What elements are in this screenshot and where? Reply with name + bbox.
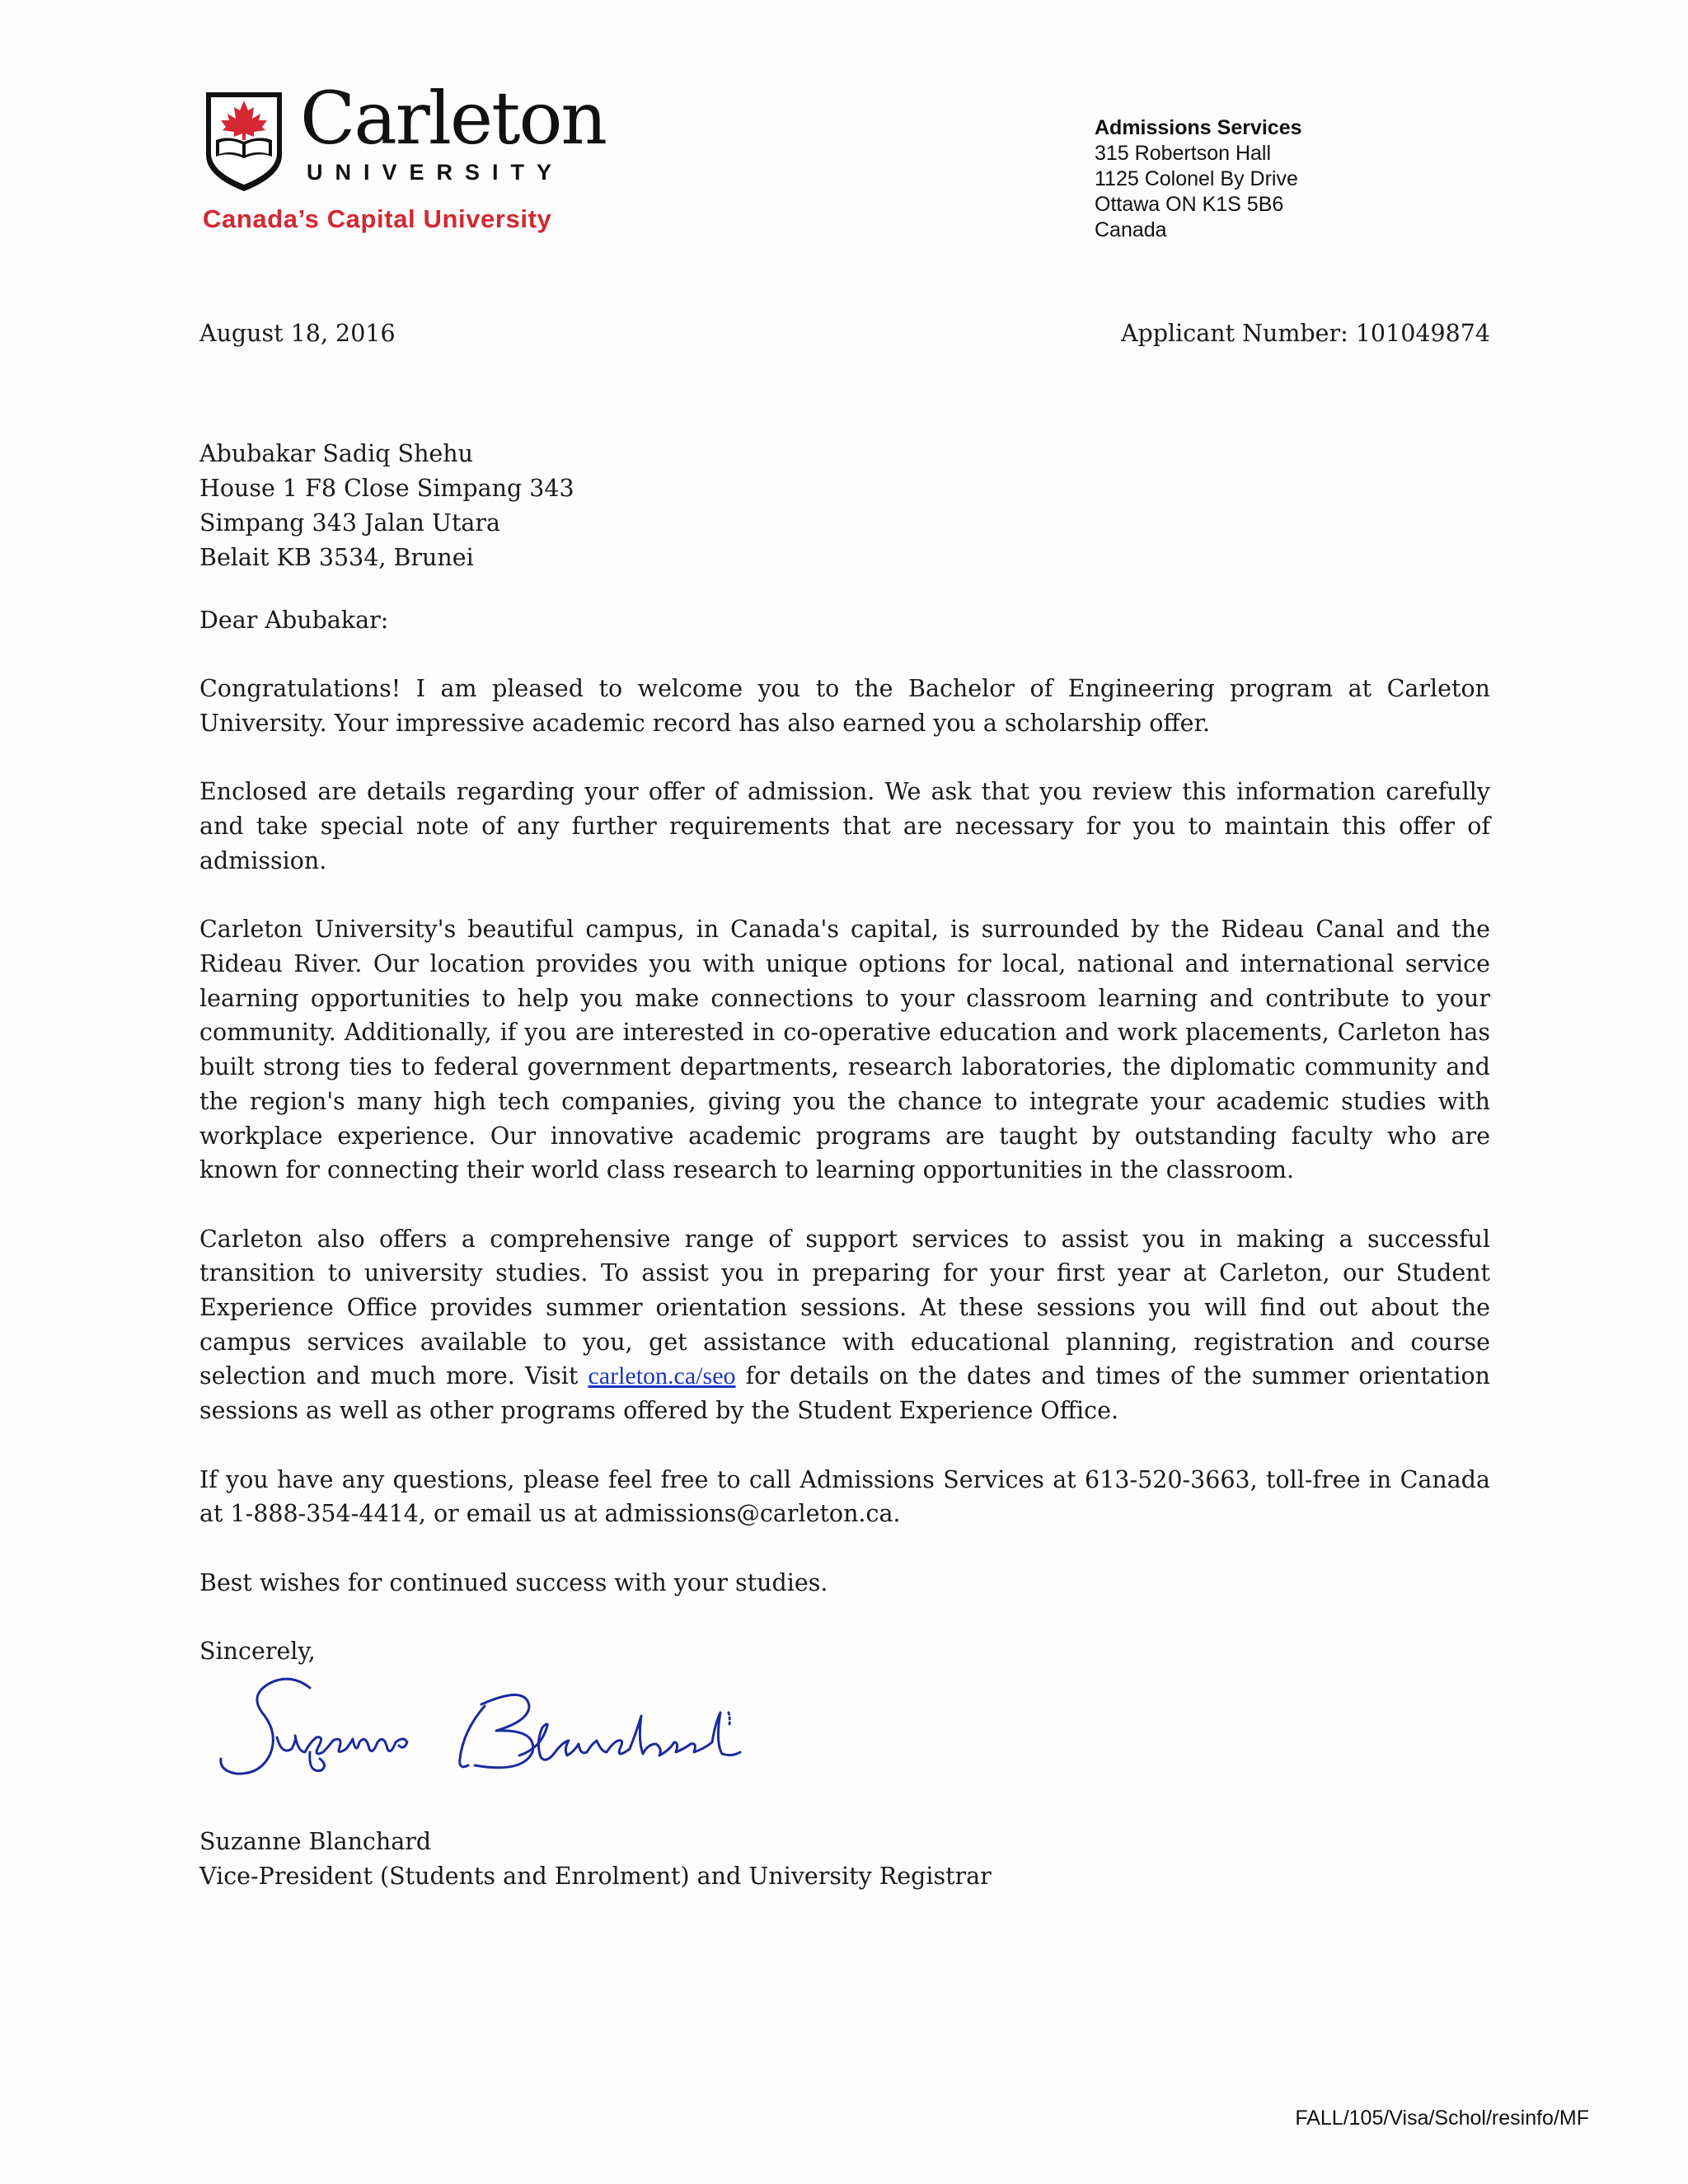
paragraph-support-services <box>199 1222 1490 1428</box>
recipient-address <box>199 437 574 575</box>
paragraph-support-text: Carleton also offers a comprehensive range of support services to assist you in making a successful transition to university studies. To assist you in preparing for your first year at Carleton, our Student Experience Office provides summer orientation sessions. At these sessions you will find out about the campus services available to you, get assistance with educational planning, registration and course selection and much more. Visit <box>199 1225 1490 1390</box>
paragraph-support-text: for details on the dates and times of the summer orientation sessions as well as other programs offered by the Student Experience Office. <box>199 1362 1490 1425</box>
signer-name: Suzanne Blanchard <box>199 1828 432 1855</box>
university-logo <box>203 76 607 236</box>
recipient-address-line: House 1 F8 Close Simpang 343 <box>199 475 574 502</box>
paragraph-best-wishes: Best wishes for continued success with your studies. <box>199 1568 828 1596</box>
reference-code: FALL/105/Visa/Schol/resinfo/MF <box>1295 2107 1589 2130</box>
return-address-line: Canada <box>1095 218 1167 241</box>
recipient-address-line: Simpang 343 Jalan Utara <box>199 509 501 537</box>
recipient-name: Abubakar Sadiq Shehu <box>199 440 473 467</box>
paragraph-contact: If you have any questions, please feel free to call Admissions Services at 613-520-3663, toll-free in Canada at 1-888-354-4414, or email us at admissions@carleton.ca. <box>199 1465 1490 1528</box>
paragraph-campus: Carleton University's beautiful campus, in Canada's capital, is surrounded by the Rideau Canal and the Rideau River. Our location provides you with unique options for local, national and international service learning opportunities to help you make connections to your classroom learning and contribute to your community. Additionally, if you are interested in co-operative education and work placements, Carleton has built strong ties to federal government departments, research laboratories, the diplomatic community and the region's many high tech companies, giving you the chance to integrate your academic studies with workplace experience. Our innovative academic programs are taught by outstanding faculty who are known for connecting their world class research to learning opportunities in the classroom. <box>199 916 1490 1184</box>
return-address-line: Ottawa ON K1S 5B6 <box>1095 193 1284 216</box>
signer-title: Vice-President (Students and Enrolment) and University Registrar <box>199 1863 992 1890</box>
return-address-line: 315 Robertson Hall <box>1095 142 1272 165</box>
brand-tagline: Canada’s Capital University <box>203 204 552 233</box>
return-address <box>1095 115 1302 243</box>
applicant-number: Applicant Number: 101049874 <box>1120 320 1490 347</box>
brand-subtitle: UNIVERSITY <box>307 160 565 185</box>
return-address-line: 1125 Colonel By Drive <box>1095 167 1298 190</box>
handwritten-signature <box>213 1673 773 1797</box>
recipient-address-line: Belait KB 3534, Brunei <box>199 544 474 571</box>
closing: Sincerely, <box>199 1637 316 1665</box>
letter-body <box>199 603 1490 1703</box>
salutation: Dear Abubakar: <box>199 607 389 634</box>
seo-link[interactable]: carleton.ca/seo <box>588 1362 736 1390</box>
signer-block <box>199 1825 992 1894</box>
return-address-department: Admissions Services <box>1095 116 1302 139</box>
paragraph-congratulations: Congratulations! I am pleased to welcome you to the Bachelor of Engineering program at Carleton University. Your impressive academic record has also earned you a scholarship offer. <box>199 675 1490 738</box>
paragraph-enclosed-details: Enclosed are details regarding your offer of admission. We ask that you review this information carefully and take special note of any further requirements that are necessary for you to maintain this offer of admission. <box>199 778 1490 874</box>
shield-crest-icon <box>204 91 284 193</box>
letter-date: August 18, 2016 <box>199 320 396 347</box>
brand-wordmark: Carleton <box>300 76 607 161</box>
